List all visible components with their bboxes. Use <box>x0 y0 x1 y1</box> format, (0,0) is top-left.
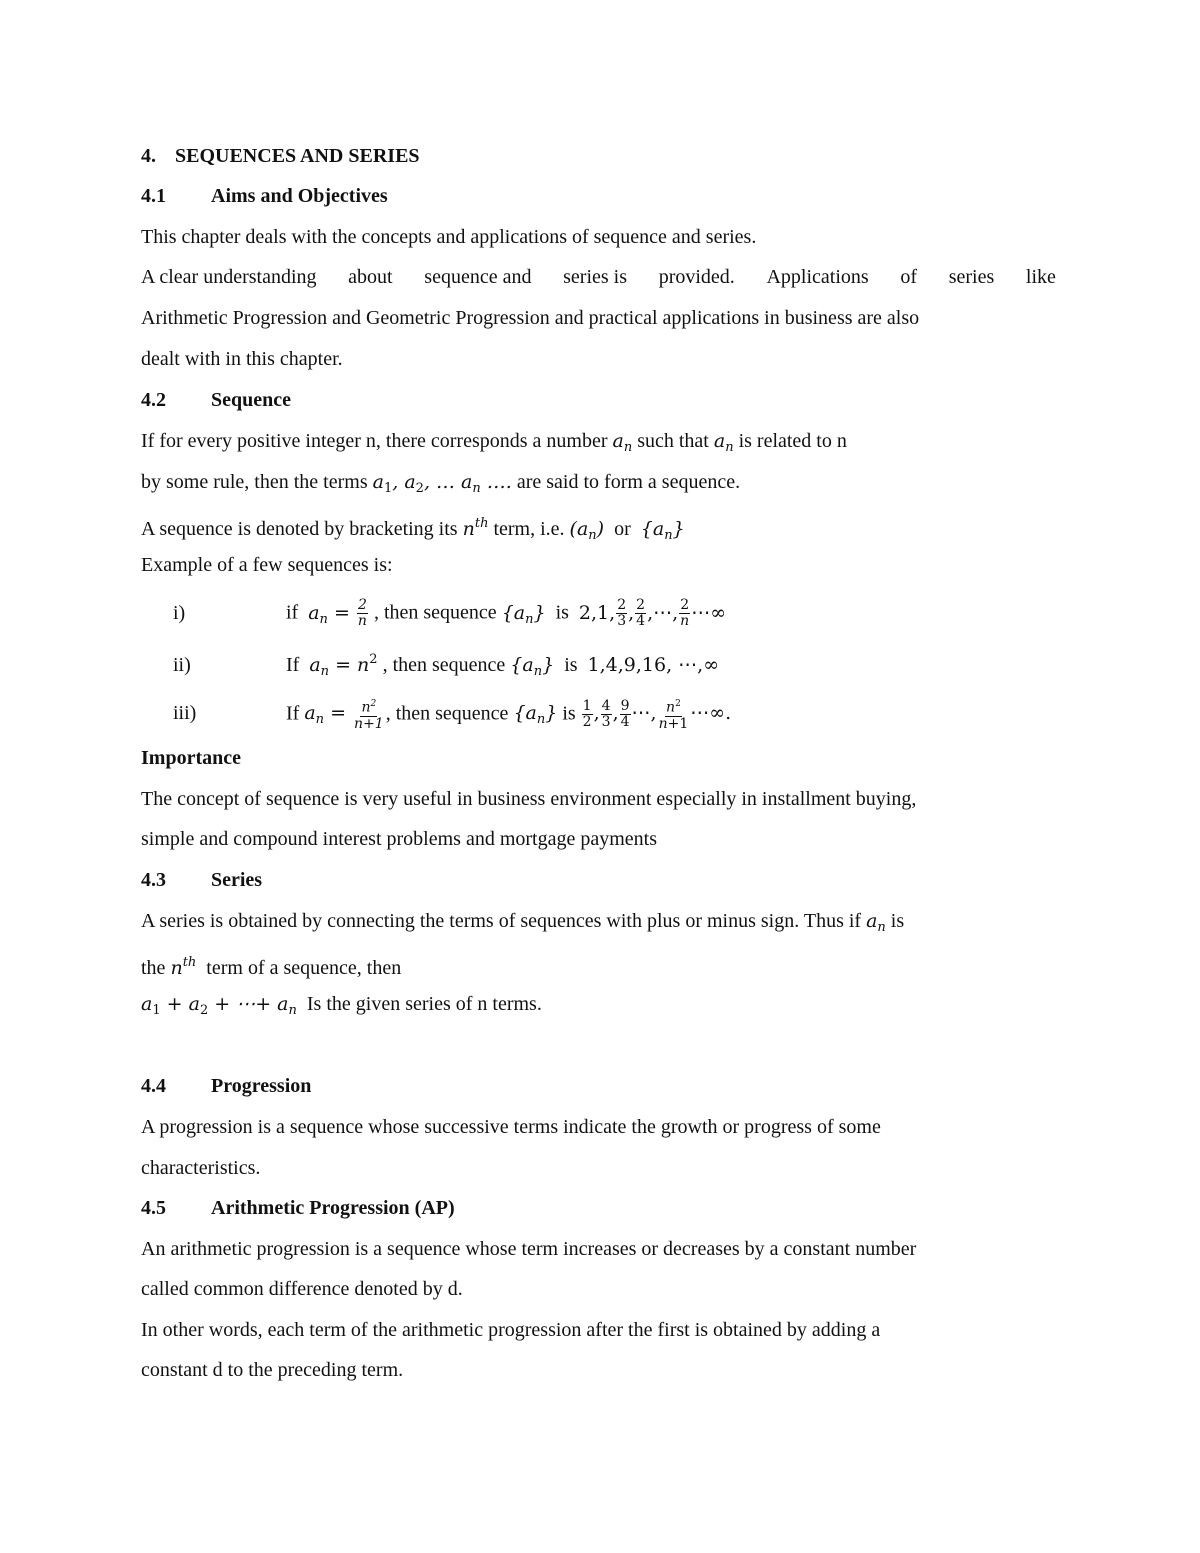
math-nth: $n^{th}$ <box>462 516 489 540</box>
section-number: 4.4 <box>141 1075 166 1097</box>
math-a-n: $a_n$ <box>612 430 633 455</box>
example-item-3 <box>141 697 731 732</box>
text: the <box>141 957 166 979</box>
math-sequence: $\frac{1}{2}$ , $\frac{4}{3}$ , $\frac{9}{4}$ ⋯, $\frac{n^2}{n+1}$ ⋯∞. <box>582 697 732 732</box>
paragraph-line: Example of a few sequences is: <box>141 554 393 576</box>
text: If for every positive integer n, there corresponds a number <box>141 430 608 452</box>
section-number: 4.1 <box>141 185 166 207</box>
section-title: Progression <box>211 1075 312 1097</box>
section-title: Aims and Objectives <box>211 185 388 207</box>
section-number: 4.5 <box>141 1197 166 1219</box>
text: , then sequence <box>385 702 509 725</box>
text: If <box>286 654 300 676</box>
word: Applications <box>766 266 869 288</box>
paragraph-line: characteristics. <box>141 1157 261 1179</box>
importance-heading: Importance <box>141 747 241 769</box>
text: , then sequence <box>373 601 497 624</box>
paragraph-line: called common difference denoted by d. <box>141 1278 463 1300</box>
paragraph-line <box>141 951 401 980</box>
paragraph-line <box>141 429 847 460</box>
section-4-1-heading <box>141 184 388 208</box>
math-terms: $a_1$, $a_2$, … $a_n$ …. <box>372 471 512 496</box>
text: by some rule, then the terms <box>141 471 368 493</box>
text: is related to n <box>738 430 847 452</box>
math-paren-a-n: $(a_n)$ <box>569 518 605 543</box>
paragraph-justified-line <box>141 265 1056 289</box>
math-expr: $a_n$ = $\frac{2}{n}$ <box>308 597 367 629</box>
math-series: $a_1 + a_2$ + ⋯+ $a_n$ <box>141 993 297 1018</box>
math-brace-a-n: $\{a_n\}$ <box>640 518 685 543</box>
section-4-2-heading <box>141 388 291 412</box>
paragraph-line: In other words, each term of the arithmetic progression after the first is obtained by adding a <box>141 1319 881 1341</box>
text: A series is obtained by connecting the terms of sequences with plus or minus sign. Thus if <box>141 910 862 932</box>
paragraph-line: constant d to the preceding term. <box>141 1359 404 1381</box>
word: sequence and <box>424 266 532 288</box>
paragraph-line <box>141 992 542 1023</box>
paragraph-line: A progression is a sequence whose successive terms indicate the growth or progress of some <box>141 1116 881 1138</box>
text: term of a sequence, then <box>206 957 402 979</box>
math-sequence: 1,4,9,16, ⋯,∞ <box>587 654 720 676</box>
example-label: iii) <box>173 702 197 725</box>
word: A clear understanding <box>141 266 317 288</box>
math-brace-a-n: $\{a_n\}$ <box>501 601 546 627</box>
math-a-n: $a_n$ <box>713 430 734 455</box>
math-nth: $n^{th}$ <box>170 955 197 979</box>
text: , then sequence <box>382 654 506 676</box>
section-title: Series <box>211 869 263 891</box>
math-expr: $a_n$ = $\frac{n^2}{n+1}$ <box>304 699 384 732</box>
paragraph-line <box>141 909 904 940</box>
section-4-4-heading <box>141 1074 311 1098</box>
math-expr: $a_n = n^2$ <box>309 652 378 679</box>
example-label: i) <box>173 601 186 624</box>
text: if <box>286 601 299 624</box>
section-number: 4.2 <box>141 389 166 411</box>
section-4-5-heading <box>141 1196 455 1220</box>
chapter-title: SEQUENCES AND SERIES <box>175 145 420 167</box>
math-a-n: $a_n$ <box>866 910 886 935</box>
section-title: Arithmetic Progression (AP) <box>211 1197 455 1219</box>
paragraph-line: simple and compound interest problems and mortgage payments <box>141 828 657 850</box>
paragraph-line: An arithmetic progression is a sequence whose term increases or decreases by a constant number <box>141 1238 917 1260</box>
math-sequence: 2,1, $\frac{2}{3}$ , $\frac{2}{4}$ ,⋯, $\frac{2}{n}$ ⋯∞ <box>578 597 727 629</box>
math-brace-a-n: $\{a_n\}$ <box>513 702 558 728</box>
example-item-2 <box>141 648 719 684</box>
math-brace-a-n: $\{a_n\}$ <box>510 654 555 679</box>
word: like <box>1025 266 1056 288</box>
word: of <box>900 266 918 288</box>
word: about <box>348 266 393 288</box>
chapter-number: 4. <box>141 145 156 167</box>
text: is <box>564 654 578 676</box>
text: If <box>286 702 300 725</box>
paragraph-line <box>141 470 740 501</box>
text: is <box>555 601 569 624</box>
section-4-3-heading <box>141 868 262 892</box>
paragraph-line <box>141 512 685 548</box>
section-number: 4.3 <box>141 869 166 891</box>
word: provided. <box>658 266 735 288</box>
example-item-1 <box>141 598 726 632</box>
chapter-heading <box>141 144 420 168</box>
paragraph-line: dealt with in this chapter. <box>141 348 343 370</box>
text: term, i.e. <box>493 518 565 540</box>
paragraph-line: This chapter deals with the concepts and applications of sequence and series. <box>141 226 757 248</box>
text: is <box>562 702 576 725</box>
text: Is the given series of n terms. <box>306 993 542 1015</box>
text: are said to form a sequence. <box>516 471 741 493</box>
section-title: Sequence <box>211 389 291 411</box>
example-label: ii) <box>173 654 191 676</box>
paragraph-line: Arithmetic Progression and Geometric Progression and practical applications in business are also <box>141 307 920 329</box>
word: series is <box>563 266 628 288</box>
text: A sequence is denoted by bracketing its <box>141 518 458 540</box>
text: such that <box>637 430 709 452</box>
paragraph-line: The concept of sequence is very useful in business environment especially in installment buying, <box>141 788 917 810</box>
word: series <box>948 266 995 288</box>
text: is <box>890 910 905 932</box>
text: or <box>614 518 631 540</box>
